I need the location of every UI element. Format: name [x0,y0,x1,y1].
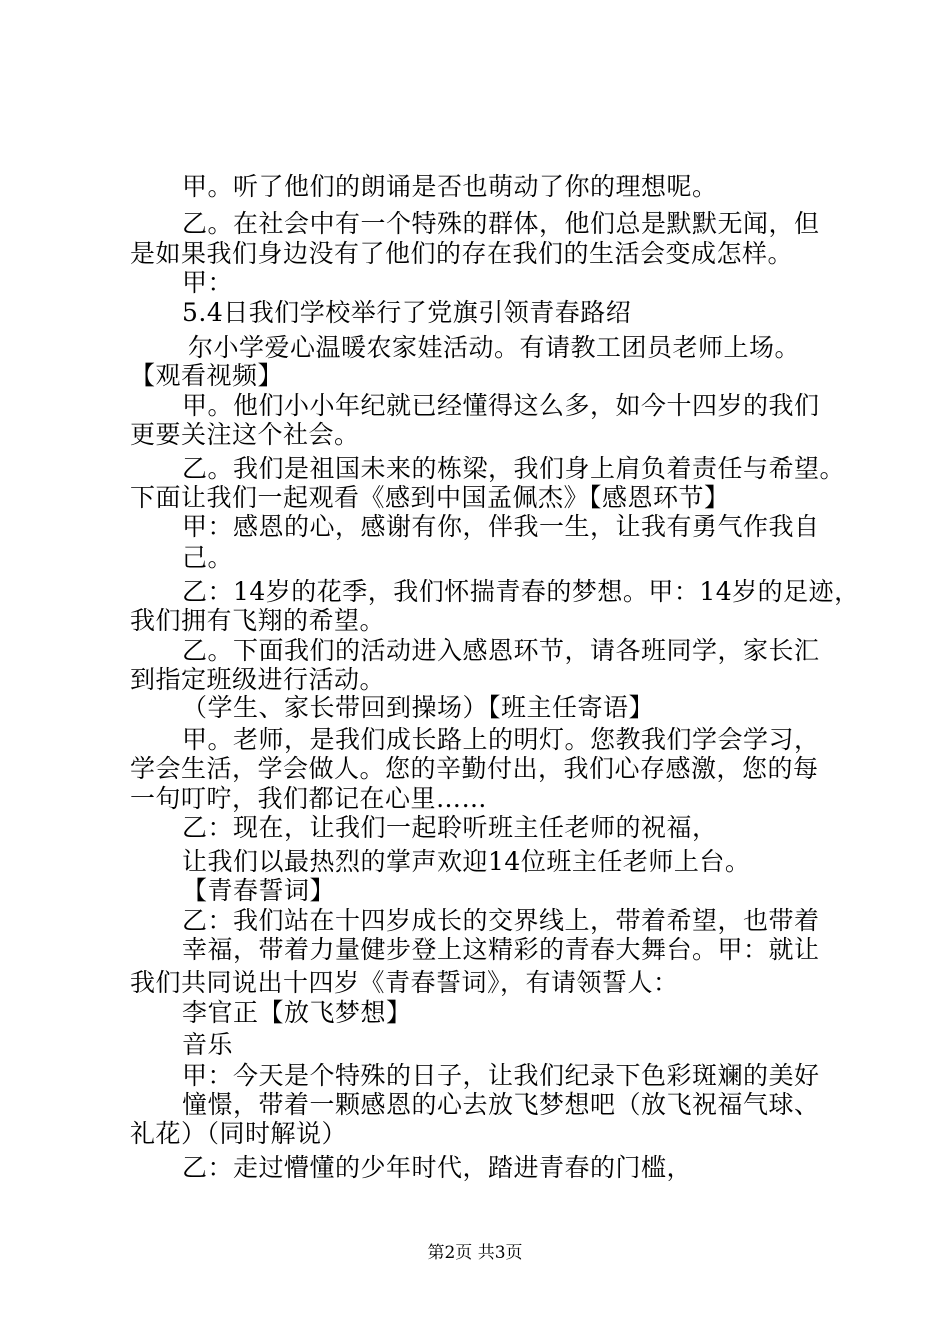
text-line: 乙：14岁的花季，我们怀揣青春的梦想。甲：14岁的足迹， [182,577,860,606]
text-line: 礼花）（同时解说） [130,1119,348,1148]
text-line: 甲：感恩的心，感谢有你，伴我一生，让我有勇气作我自 [182,512,820,541]
text-line: 5.4日我们学校举行了党旗引领青春路绍 [182,298,632,327]
text-line: 己。 [182,543,234,572]
text-line: 憧憬，带着一颗感恩的心去放飞梦想吧（放飞祝福气球、 [182,1090,820,1119]
text-line: 【观看视频】 [130,361,284,390]
text-line: 甲。他们小小年纪就已经懂得这么多，如今十四岁的我们 [182,391,820,420]
text-line: 尔小学爱心温暖农家娃活动。有请教工团员老师上场。 [188,333,801,362]
page-footer [0,1242,950,1264]
text-line: 到指定班级进行活动。 [130,665,386,694]
text-line: 乙。我们是祖国未来的栋梁，我们身上肩负着责任与希望。 [182,454,846,483]
text-line: 一句叮咛，我们都记在心里…… [130,784,488,813]
text-line: 甲。老师，是我们成长路上的明灯。您教我们学会学习， [182,725,820,754]
text-line: 乙：我们站在十四岁成长的交界线上，带着希望，也带着 [182,906,820,935]
text-line: 甲： [182,268,234,297]
text-line: 甲：今天是个特殊的日子，让我们纪录下色彩斑斓的美好 [182,1061,820,1090]
text-line: 让我们以最热烈的掌声欢迎14位班主任老师上台。 [182,847,751,876]
text-line: 乙。下面我们的活动进入感恩环节，请各班同学，家长汇 [182,636,820,665]
text-line: 我们拥有飞翔的希望。 [130,606,386,635]
page-number-label: 第2页 共3页 [427,1243,523,1263]
text-line: 乙：走过懵懂的少年时代，踏进青春的门槛， [182,1153,693,1182]
text-line: 乙：现在，让我们一起聆听班主任老师的祝福， [182,813,718,842]
text-line: 乙。在社会中有一个特殊的群体，他们总是默默无闻，但 [182,209,820,238]
text-line: 是如果我们身边没有了他们的存在我们的生活会变成怎样。 [130,239,794,268]
text-line: 更要关注这个社会。 [130,420,360,449]
text-line: 音乐 [182,1030,234,1059]
text-line: 【青春誓词】 [182,876,336,905]
text-line: 我们共同说出十四岁《青春誓词》，有请领誓人： [130,968,679,997]
text-line: （学生、家长带回到操场）【班主任寄语】 [182,693,655,722]
text-line: 学会生活，学会做人。您的辛勤付出，我们心存感激，您的每 [130,754,819,783]
text-line: 李官正【放飞梦想】 [182,998,412,1027]
text-line: 下面让我们一起观看《感到中国孟佩杰》【感恩环节】 [130,483,730,512]
text-line: 幸福，带着力量健步登上这精彩的青春大舞台。甲：就让 [182,935,820,964]
text-line: 甲。听了他们的朗诵是否也萌动了你的理想呢。 [182,172,718,201]
